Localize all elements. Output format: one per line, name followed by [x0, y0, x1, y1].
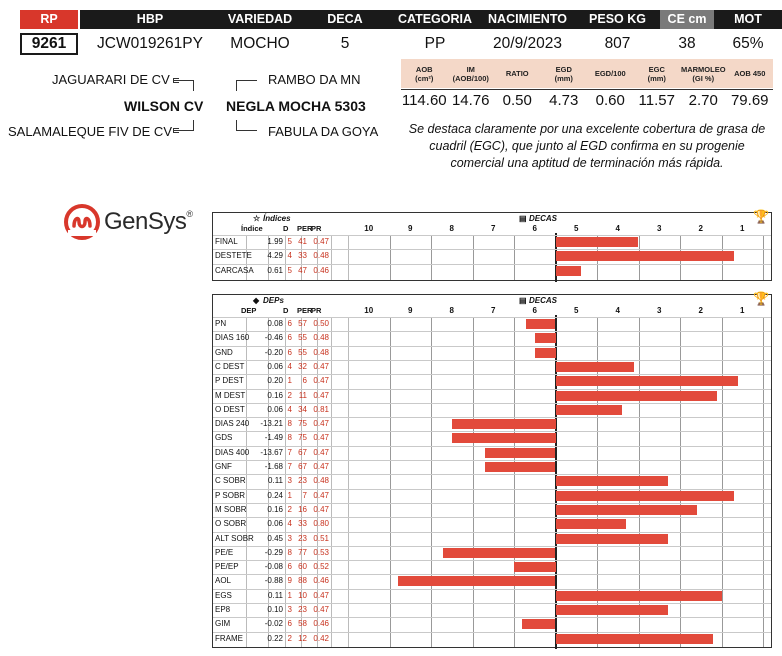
row-percentile: 60: [298, 562, 307, 572]
row-label: O SOBR: [215, 519, 247, 529]
deca-label: 3: [657, 306, 662, 315]
row-deca: 2: [287, 390, 292, 400]
metric-value: 2.70: [688, 92, 718, 109]
decas-title-icon: ▤: [519, 296, 527, 305]
metrics-header: [401, 59, 773, 88]
deca-bar: [485, 462, 556, 472]
row-pr: 0.47: [313, 447, 329, 457]
deca-bar: [398, 576, 556, 586]
header-deca: DECA: [300, 10, 390, 29]
row-deca: 5: [287, 265, 292, 275]
row-pr: 0.47: [313, 419, 329, 429]
deca-bar: [556, 491, 734, 501]
peso-value: 807: [604, 35, 631, 52]
row-value: -0.20: [264, 347, 283, 357]
row-percentile: 55: [298, 333, 307, 343]
metrics-divider: [401, 89, 773, 90]
row-label: DIAS 160: [215, 333, 250, 343]
header-peso: PESO KG: [575, 10, 660, 29]
row-value: 0.16: [267, 390, 283, 400]
row-pr: 0.42: [313, 633, 329, 643]
header-variedad: VARIEDAD: [220, 10, 300, 29]
gensys-logo: [64, 204, 193, 240]
row-pr: 0.53: [313, 547, 329, 557]
hbp-value: JCW019261PY: [97, 35, 203, 52]
column-header: D: [283, 306, 289, 315]
row-deca: 6: [287, 562, 292, 572]
row-label: M DEST: [215, 390, 246, 400]
deca-bar: [556, 266, 581, 276]
row-percentile: 47: [298, 265, 307, 275]
row-percentile: 16: [298, 504, 307, 514]
row-pr: 0.47: [313, 433, 329, 443]
row-percentile: 67: [298, 447, 307, 457]
row-deca: 9: [287, 576, 292, 586]
row-value: 0.10: [267, 605, 283, 614]
row-value: 0.20: [267, 376, 283, 386]
row-label: GND: [215, 347, 233, 357]
row-pr: 0.51: [313, 533, 329, 543]
deca-label: 4: [615, 306, 620, 315]
decas-title: DECAS: [529, 214, 558, 223]
row-value: -1.49: [264, 433, 283, 443]
pedigree-connector-cap: [173, 78, 179, 83]
row-percentile: 7: [302, 490, 307, 500]
row-pr: 0.47: [313, 605, 329, 614]
row-pr: 0.47: [313, 462, 329, 471]
deca-label: 7: [491, 306, 496, 315]
pedigree-sire-dam: SALAMALEQUE FIV DE CV: [8, 124, 172, 139]
row-percentile: 12: [298, 633, 307, 643]
row-percentile: 6: [302, 376, 307, 386]
metric-label: EGD/100: [594, 69, 626, 78]
row-value: -13.21: [260, 419, 283, 429]
row-label: PE/E: [215, 547, 234, 557]
row-deca: 8: [287, 419, 292, 429]
row-deca: 3: [287, 476, 292, 486]
trophy-icon: 🏆: [753, 291, 770, 306]
header-nacimiento: NACIMIENTO: [480, 10, 575, 29]
row-percentile: 33: [298, 251, 307, 261]
row-label: DESTETE: [215, 251, 252, 261]
row-deca: 6: [287, 319, 292, 328]
row-percentile: 55: [298, 347, 307, 357]
deca-bar: [556, 376, 739, 386]
row-deca: 6: [287, 347, 292, 357]
row-label: M SOBR: [215, 504, 247, 514]
pedigree-sire-sire: JAGUARARI DE CV: [52, 72, 170, 87]
deca-bar: [556, 591, 722, 601]
decas-title: DECAS: [529, 296, 558, 305]
row-pr: 0.48: [313, 476, 329, 486]
deca-bar: [535, 348, 556, 358]
row-percentile: 11: [298, 390, 307, 400]
row-value: 0.16: [267, 504, 283, 514]
metric-value: 14.76: [451, 92, 490, 109]
row-pr: 0.81: [313, 404, 329, 414]
row-deca: 1: [287, 490, 292, 500]
row-pr: 0.47: [313, 390, 329, 400]
row-value: 0.24: [267, 490, 283, 500]
deca-bar: [522, 619, 555, 629]
table-title-icon: ☆: [253, 214, 261, 223]
deca-bar: [556, 362, 635, 372]
deca-label: 9: [408, 306, 413, 315]
deca-bar: [526, 319, 555, 329]
row-label: GNF: [215, 462, 232, 471]
rp-value: 9261: [20, 33, 78, 55]
indices-table: [212, 209, 772, 281]
row-label: P SOBR: [215, 490, 246, 500]
row-pr: 0.47: [313, 590, 329, 600]
row-value: 1.99: [267, 237, 283, 246]
deca-label: 7: [491, 224, 496, 233]
row-percentile: 77: [298, 547, 307, 557]
row-value: -0.88: [264, 576, 283, 586]
row-pr: 0.48: [313, 251, 329, 261]
metric-value: 114.60: [401, 92, 447, 109]
column-header: PR: [311, 306, 322, 315]
row-percentile: 23: [298, 605, 307, 614]
row-label: AOL: [215, 576, 232, 586]
metric-value: 11.57: [638, 92, 675, 109]
row-label: C SOBR: [215, 476, 246, 486]
metric-value: 4.73: [549, 92, 579, 109]
header-categoria: CATEGORIA: [390, 10, 480, 29]
row-percentile: 75: [298, 433, 307, 443]
row-label: DIAS 240: [215, 419, 250, 429]
row-deca: 1: [287, 590, 292, 600]
row-deca: 3: [287, 533, 292, 543]
deca-bar: [443, 548, 555, 558]
row-percentile: 41: [298, 237, 307, 246]
column-header: PR: [311, 224, 322, 233]
header-bar: [0, 10, 782, 29]
row-value: -0.46: [264, 333, 283, 343]
nacimiento-value: 20/9/2023: [493, 35, 562, 52]
row-label: P DEST: [215, 376, 244, 386]
row-percentile: 33: [298, 519, 307, 529]
row-value: -0.08: [264, 562, 283, 572]
deca-bar: [452, 419, 556, 429]
deca-label: 1: [740, 224, 745, 233]
row-pr: 0.48: [313, 347, 329, 357]
row-percentile: 67: [298, 462, 307, 471]
deca-bar: [556, 251, 734, 261]
row-value: 0.11: [268, 476, 283, 486]
metric-value: 0.50: [502, 92, 532, 109]
row-label: CARCASA: [215, 265, 254, 275]
row-deca: 7: [287, 462, 292, 471]
header-mot: MOT: [714, 10, 782, 29]
deca-bar: [514, 562, 556, 572]
header-rp: RP: [20, 10, 78, 29]
mot-value: 65%: [732, 35, 764, 52]
row-value: 0.06: [267, 404, 283, 414]
row-deca: 4: [287, 404, 292, 414]
row-label: PE/EP: [215, 562, 239, 572]
row-value: -0.29: [264, 547, 283, 557]
row-deca: 4: [287, 251, 292, 261]
deca-bar: [556, 534, 668, 544]
row-value: 0.22: [267, 633, 283, 643]
row-label: EP8: [215, 605, 231, 614]
row-pr: 0.47: [313, 237, 329, 246]
row-value: -1.68: [264, 462, 283, 471]
pedigree-dam-dam: FABULA DA GOYA: [268, 124, 379, 139]
metric-label: EGD (mm): [554, 64, 573, 83]
deca-bar: [556, 237, 639, 247]
column-header: PER: [297, 224, 313, 233]
row-label: C DEST: [215, 361, 245, 371]
row-deca: 8: [287, 547, 292, 557]
deca-bar: [556, 476, 668, 486]
row-label: DIAS 400: [215, 447, 250, 457]
metric-label: EGC (mm): [647, 64, 666, 83]
trophy-icon: 🏆: [753, 209, 770, 224]
description-text: Se destaca claramente por una excelente cobertura de grasa de cuadril (EGC), que junto al EGD confirma en su progenie comercial una aptitud de terminación más rápida.: [408, 122, 766, 170]
row-percentile: 10: [298, 590, 307, 600]
header-ce: CE cm: [660, 10, 714, 29]
deca-label: 6: [532, 306, 537, 315]
row-label: GDS: [215, 433, 233, 443]
row-value: 0.06: [267, 361, 283, 371]
row-pr: 0.46: [313, 619, 329, 629]
categoria-value: PP: [424, 35, 446, 52]
column-header: PER: [297, 306, 313, 315]
row-deca: 6: [287, 619, 292, 629]
metric-value: 0.60: [595, 92, 625, 109]
deca-label: 5: [574, 224, 579, 233]
deca-bar: [556, 405, 622, 415]
deca-label: 5: [574, 306, 579, 315]
pedigree-dam: NEGLA MOCHA 5303: [226, 98, 366, 114]
deca-label: 1: [740, 306, 745, 315]
row-value: 4.29: [267, 251, 283, 261]
metric-label: AOB (cm²): [415, 64, 434, 83]
row-pr: 0.46: [313, 576, 329, 586]
row-pr: 0.46: [313, 265, 329, 275]
row-pr: 0.47: [313, 376, 329, 386]
row-percentile: 34: [298, 404, 307, 414]
row-deca: 4: [287, 361, 292, 371]
row-pr: 0.80: [313, 519, 329, 529]
deca-label: 4: [615, 224, 620, 233]
deca-bar: [556, 391, 718, 401]
pedigree-connector-cap: [173, 128, 179, 133]
column-header: D: [283, 224, 289, 233]
pedigree-dam-sire: RAMBO DA MN: [268, 72, 361, 87]
row-pr: 0.52: [313, 562, 329, 572]
row-percentile: 88: [298, 576, 307, 586]
deps-table: [212, 291, 772, 648]
deca-bar: [452, 433, 556, 443]
deca-bar: [556, 605, 668, 615]
row-percentile: 75: [298, 419, 307, 429]
row-value: 0.06: [267, 519, 283, 529]
table-title: DEPs: [263, 296, 284, 305]
deca-label: 6: [532, 224, 537, 233]
row-percentile: 23: [298, 476, 307, 486]
row-pr: 0.47: [313, 361, 329, 371]
row-label: EGS: [215, 590, 232, 600]
deca-bar: [556, 505, 697, 515]
deca-label: 9: [408, 224, 413, 233]
row-value: 0.45: [267, 533, 283, 543]
column-header: DEP: [241, 306, 257, 315]
deca-label: 8: [449, 306, 454, 315]
header-hbp: HBP: [80, 10, 220, 29]
deca-bar: [485, 448, 556, 458]
row-deca: 4: [287, 519, 292, 529]
deca-label: 2: [698, 306, 703, 315]
row-label: FINAL: [215, 237, 238, 246]
logo-registered-mark: ®: [186, 209, 194, 219]
pedigree-connector: [236, 80, 257, 91]
metric-value: 79.69: [730, 92, 769, 109]
metric-label: AOB 450: [734, 69, 766, 78]
row-value: 0.08: [267, 319, 283, 328]
pedigree-connector: [236, 120, 257, 131]
table-title: Índices: [263, 214, 291, 223]
row-percentile: 23: [298, 533, 307, 543]
row-pr: 0.47: [313, 504, 329, 514]
row-deca: 8: [287, 433, 292, 443]
metric-label: MARMOLEO (GI %): [680, 64, 726, 83]
row-percentile: 58: [298, 619, 307, 629]
decas-title-icon: ▤: [519, 214, 527, 223]
row-label: GIM: [215, 619, 231, 629]
row-value: -13.67: [260, 447, 283, 457]
row-pr: 0.47: [313, 490, 329, 500]
row-pr: 0.48: [313, 333, 329, 343]
deca-label: 3: [657, 224, 662, 233]
deca-label: 8: [449, 224, 454, 233]
row-label: ALT SOBR: [215, 533, 254, 543]
row-value: 0.11: [268, 590, 283, 600]
row-value: -0.02: [264, 619, 283, 629]
metric-label: IM (AOB/100): [452, 64, 489, 83]
deca-label: 10: [364, 224, 374, 233]
row-deca: 1: [287, 376, 292, 386]
header-values: [0, 33, 782, 55]
row-label: PN: [215, 319, 227, 328]
row-value: 0.61: [267, 265, 283, 275]
metric-label: RATIO: [505, 69, 529, 78]
row-deca: 6: [287, 333, 292, 343]
row-deca: 2: [287, 504, 292, 514]
deca-bar: [556, 634, 714, 644]
row-deca: 5: [287, 237, 292, 246]
row-label: FRAME: [215, 633, 243, 643]
pedigree-sire: WILSON CV: [124, 98, 204, 114]
row-pr: 0.50: [313, 319, 329, 328]
ce-value: 38: [678, 35, 696, 52]
table-title-icon: ◆: [253, 296, 260, 305]
row-label: O DEST: [215, 404, 245, 414]
row-percentile: 57: [298, 319, 307, 328]
row-deca: 3: [287, 605, 292, 614]
row-percentile: 32: [298, 361, 307, 371]
logo-text: GenSys: [104, 208, 187, 235]
deca-label: 10: [364, 306, 374, 315]
deca-label: 2: [698, 224, 703, 233]
deca-value: 5: [340, 35, 350, 52]
gensys-mark-icon: [64, 204, 100, 240]
row-deca: 2: [287, 633, 292, 643]
deca-bar: [556, 519, 627, 529]
deca-bar: [535, 333, 556, 343]
column-header: Índice: [241, 224, 263, 233]
row-deca: 7: [287, 447, 292, 457]
variedad-value: MOCHO: [230, 35, 290, 52]
